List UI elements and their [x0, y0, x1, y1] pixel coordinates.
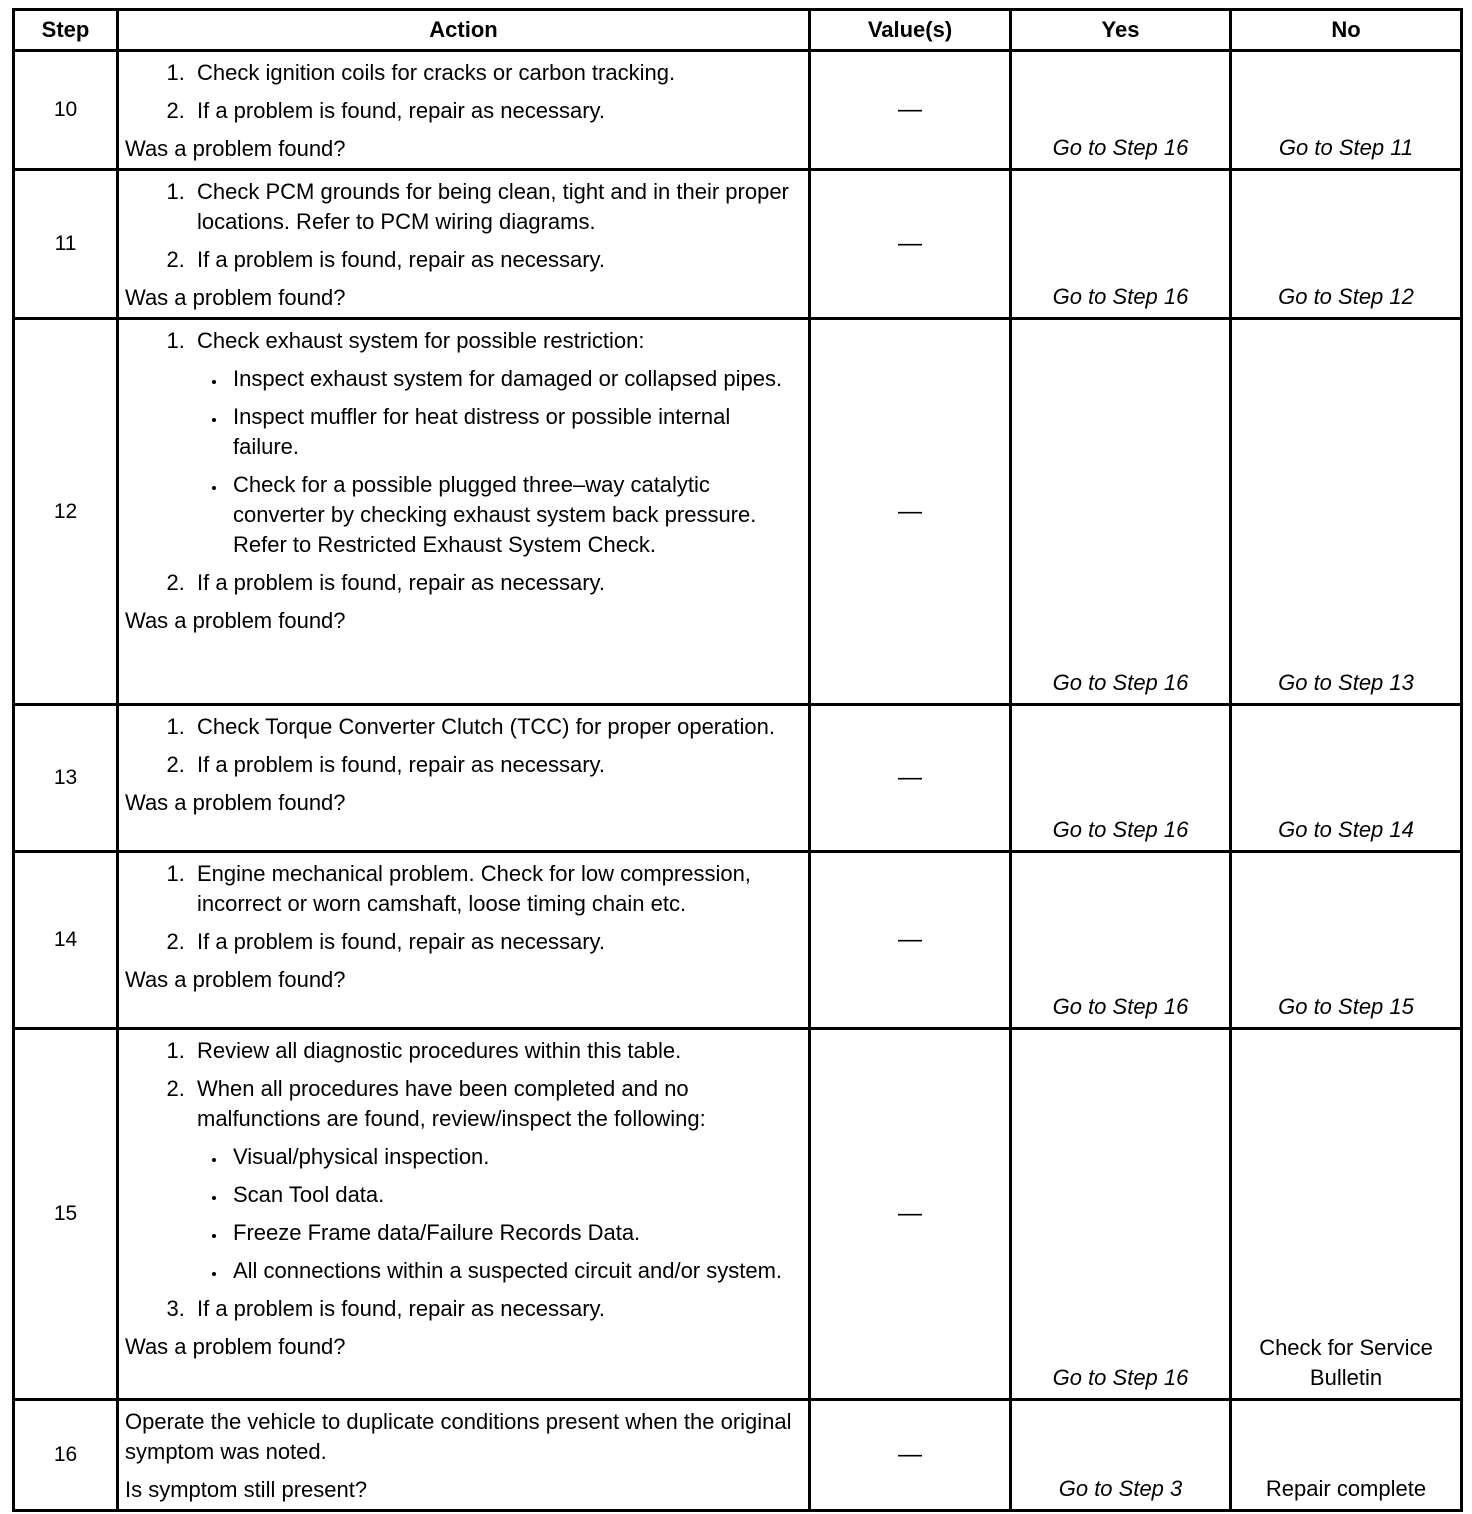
no-link[interactable]: Go to Step 14 [1231, 705, 1462, 852]
action-cell [118, 1400, 810, 1511]
step-number: 13 [14, 705, 118, 852]
action-list [125, 177, 800, 275]
table-row [14, 319, 1462, 705]
value-cell: — [810, 1400, 1011, 1511]
no-result: Check for Service Bulletin [1231, 1029, 1462, 1400]
diagnostic-table [12, 8, 1463, 1512]
action-item: 2. If a problem is found, repair as necessary. [191, 245, 800, 275]
value-cell: — [810, 170, 1011, 319]
no-link[interactable]: Go to Step 13 [1231, 319, 1462, 705]
action-item [191, 326, 800, 560]
bullet-item: • Scan Tool data. [227, 1180, 800, 1210]
action-list [125, 1036, 800, 1324]
bullet-list [197, 1142, 800, 1286]
bullet-item: • Visual/physical inspection. [227, 1142, 800, 1172]
value-cell: — [810, 852, 1011, 1029]
question: Was a problem found? [125, 967, 346, 992]
yes-link[interactable]: Go to Step 16 [1011, 1029, 1231, 1400]
question: Was a problem found? [125, 1334, 346, 1359]
step-number: 14 [14, 852, 118, 1029]
yes-link[interactable]: Go to Step 16 [1011, 51, 1231, 170]
bullet-item: • Inspect exhaust system for damaged or collapsed pipes. [227, 364, 800, 394]
no-link[interactable]: Go to Step 15 [1231, 852, 1462, 1029]
action-item: 2. If a problem is found, repair as necessary. [191, 927, 800, 957]
yes-link[interactable]: Go to Step 16 [1011, 852, 1231, 1029]
value-cell: — [810, 319, 1011, 705]
yes-link[interactable]: Go to Step 16 [1011, 705, 1231, 852]
action-cell [118, 51, 810, 170]
action-item: 3. If a problem is found, repair as necessary. [191, 1294, 800, 1324]
action-item: 2. If a problem is found, repair as necessary. [191, 568, 800, 598]
action-list [125, 712, 800, 780]
bullet-item: • Freeze Frame data/Failure Records Data. [227, 1218, 800, 1248]
no-result: Repair complete [1231, 1400, 1462, 1511]
action-cell [118, 852, 810, 1029]
action-item-text: When all procedures have been completed and no malfunctions are found, review/inspect the following: [197, 1076, 706, 1131]
table-row [14, 852, 1462, 1029]
table-row [14, 51, 1462, 170]
action-item [191, 1074, 800, 1286]
table-row [14, 170, 1462, 319]
value-cell: — [810, 51, 1011, 170]
action-list [125, 58, 800, 126]
yes-link[interactable]: Go to Step 3 [1011, 1400, 1231, 1511]
header-values: Value(s) [810, 10, 1011, 51]
step-number: 15 [14, 1029, 118, 1400]
question: Was a problem found? [125, 608, 346, 633]
diagnostic-table-page [12, 8, 1460, 1512]
value-cell: — [810, 705, 1011, 852]
bullet-item: • Inspect muffler for heat distress or possible internal failure. [227, 402, 800, 462]
table-row [14, 705, 1462, 852]
no-link[interactable]: Go to Step 11 [1231, 51, 1462, 170]
action-cell [118, 705, 810, 852]
action-item: 1. Check Torque Converter Clutch (TCC) for proper operation. [191, 712, 800, 742]
yes-link[interactable]: Go to Step 16 [1011, 319, 1231, 705]
question: Was a problem found? [125, 790, 346, 815]
header-yes: Yes [1011, 10, 1231, 51]
header-action: Action [118, 10, 810, 51]
table-row [14, 1029, 1462, 1400]
action-list [125, 326, 800, 598]
step-number: 16 [14, 1400, 118, 1511]
step-number: 10 [14, 51, 118, 170]
action-text: Operate the vehicle to duplicate conditions present when the original symptom was noted. [125, 1409, 792, 1464]
header-no: No [1231, 10, 1462, 51]
yes-link[interactable]: Go to Step 16 [1011, 170, 1231, 319]
step-number: 11 [14, 170, 118, 319]
action-cell [118, 319, 810, 705]
step-number: 12 [14, 319, 118, 705]
question: Was a problem found? [125, 136, 346, 161]
action-cell [118, 170, 810, 319]
table-row [14, 1400, 1462, 1511]
action-item: 1. Engine mechanical problem. Check for low compression, incorrect or worn camshaft, loose timing chain etc. [191, 859, 800, 919]
question: Is symptom still present? [125, 1477, 368, 1502]
action-item: 1. Check ignition coils for cracks or carbon tracking. [191, 58, 800, 88]
action-list [125, 859, 800, 957]
bullet-list [197, 364, 800, 560]
action-item: 1. Check PCM grounds for being clean, tight and in their proper locations. Refer to PCM wiring diagrams. [191, 177, 800, 237]
action-cell [118, 1029, 810, 1400]
action-item-text: Check exhaust system for possible restriction: [197, 328, 645, 353]
action-item: 2. If a problem is found, repair as necessary. [191, 750, 800, 780]
no-link[interactable]: Go to Step 12 [1231, 170, 1462, 319]
question: Was a problem found? [125, 285, 346, 310]
header-step: Step [14, 10, 118, 51]
action-item: 1. Review all diagnostic procedures within this table. [191, 1036, 800, 1066]
header-row [14, 10, 1462, 51]
bullet-item: • All connections within a suspected circuit and/or system. [227, 1256, 800, 1286]
bullet-item: • Check for a possible plugged three–way catalytic converter by checking exhaust system back pressure. Refer to Restricted Exhaust System Check. [227, 470, 800, 560]
action-item: 2. If a problem is found, repair as necessary. [191, 96, 800, 126]
value-cell: — [810, 1029, 1011, 1400]
